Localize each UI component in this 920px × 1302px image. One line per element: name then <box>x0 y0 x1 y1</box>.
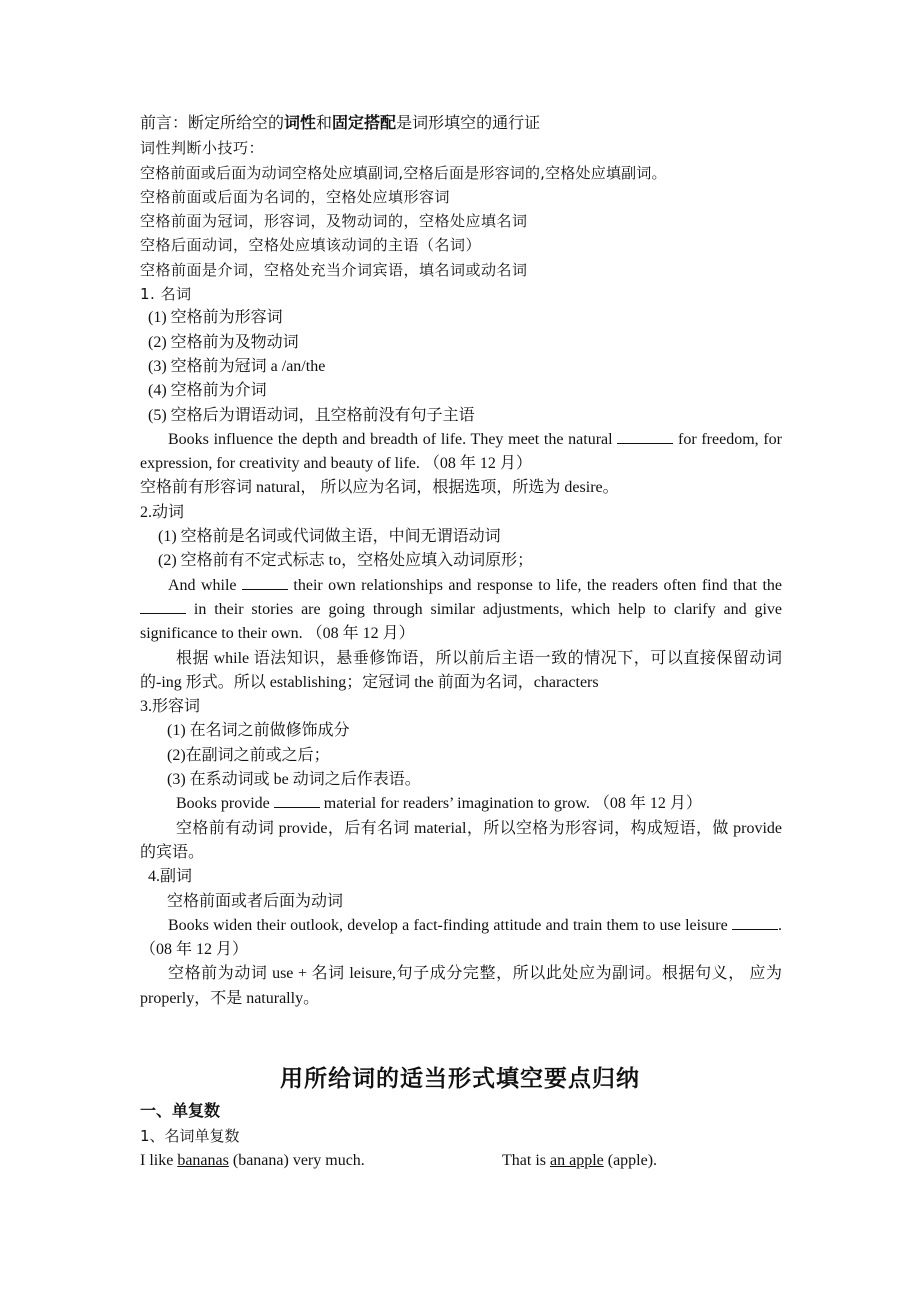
adverb-example: Books widen their outlook, develop a fact-finding attitude and train them to use leisure . （08 年 12 月） <box>140 916 782 959</box>
answer-underlined: bananas <box>177 1152 229 1169</box>
bold-term: 词性 <box>284 115 317 132</box>
adjective-example: Books provide material for readers’ imagination to grow. （08 年 12 月） <box>176 795 702 813</box>
noun-heading: 1. 名词 <box>140 285 192 304</box>
verb-explanation: 根据 while 语法知识，悬垂修饰语，所以前后主语一致的情况下，可以直接保留动词的-ing 形式。所以 establishing；定冠词 the 前面为名词，characters <box>140 649 782 691</box>
tip-item: 空格前面或后面为名词的，空格处应填形容词 <box>140 187 451 206</box>
tip-item: 空格前面为冠词，形容词，及物动词的，空格处应填名词 <box>140 212 528 231</box>
answer-blank <box>242 575 288 590</box>
adjective-rule: (3) 在系动词或 be 动词之后作表语。 <box>167 771 421 789</box>
verb-heading: 2.动词 <box>140 503 185 521</box>
example-line-1: I like bananas (banana) very much. <box>140 1152 365 1169</box>
tip-item: 空格前面或后面为动词空格处应填副词,空格后面是形容词的,空格处应填副词。 <box>140 163 667 182</box>
adjective-rule: (1) 在名词之前做修饰成分 <box>167 722 350 740</box>
section-heading: 一、单复数 <box>140 1101 221 1120</box>
adjective-explanation: 空格前有动词 provide，后有名词 material，所以空格为形容词，构成短语，做 provide 的宾语。 <box>140 819 782 861</box>
tip-item: 空格后面动词，空格处应填该动词的主语（名词） <box>140 236 482 255</box>
noun-rule: (2) 空格前为及物动词 <box>148 333 299 351</box>
noun-rule: (4) 空格前为介词 <box>148 382 267 400</box>
tip-item: 空格前面是介词，空格处充当介词宾语，填名词或动名词 <box>140 260 528 279</box>
verb-example: And while their own relationships and response to life, the readers often find that the in their stories are going through similar adjustments, which help to clarify and give significance to their own. （08 年 12 月） <box>140 576 783 643</box>
example-line-2: That is an apple (apple). <box>502 1152 658 1169</box>
noun-rule: (1) 空格前为形容词 <box>148 309 283 327</box>
adjective-heading: 3.形容词 <box>140 698 201 716</box>
adverb-heading: 4.副词 <box>148 868 193 886</box>
answer-blank <box>274 793 320 808</box>
document-body <box>140 112 782 1011</box>
noun-explanation: 空格前有形容词 natural， 所以应为名词，根据选项，所选为 desire。 <box>140 479 619 497</box>
answer-blank <box>732 915 778 930</box>
subsection-heading: 1、名词单复数 <box>140 1127 240 1145</box>
tips-title: 词性判断小技巧： <box>140 139 265 158</box>
answer-underlined: an apple <box>550 1152 604 1169</box>
noun-rule: (3) 空格前为冠词 a /an/the <box>148 357 326 375</box>
bold-term: 固定搭配 <box>332 115 397 132</box>
adverb-explanation: 空格前为动词 use + 名词 leisure,句子成分完整，所以此处应为副词。根据句义， 应为 properly，不是 naturally。 <box>140 965 782 1007</box>
verb-rule: (1) 空格前是名词或代词做主语，中间无谓语动词 <box>158 528 501 546</box>
noun-example: Books influence the depth and breadth of life. They meet the natural for freedom, for expression, for creativity and beauty of life. （08 年 12 月） <box>140 430 783 473</box>
answer-blank <box>140 599 186 614</box>
noun-rule: (5) 空格后为谓语动词，且空格前没有句子主语 <box>148 406 475 424</box>
answer-blank <box>617 429 673 444</box>
summary-title: 用所给词的适当形式填空要点归纳 <box>280 1066 640 1092</box>
adjective-rule: (2)在副词之前或之后； <box>167 746 330 764</box>
intro-line: 前言：断定所给空的词性和固定搭配是词形填空的通行证 <box>140 115 541 132</box>
adverb-rule: 空格前面或者后面为动词 <box>167 892 344 910</box>
verb-rule: (2) 空格前有不定式标志 to，空格处应填入动词原形； <box>158 552 534 570</box>
